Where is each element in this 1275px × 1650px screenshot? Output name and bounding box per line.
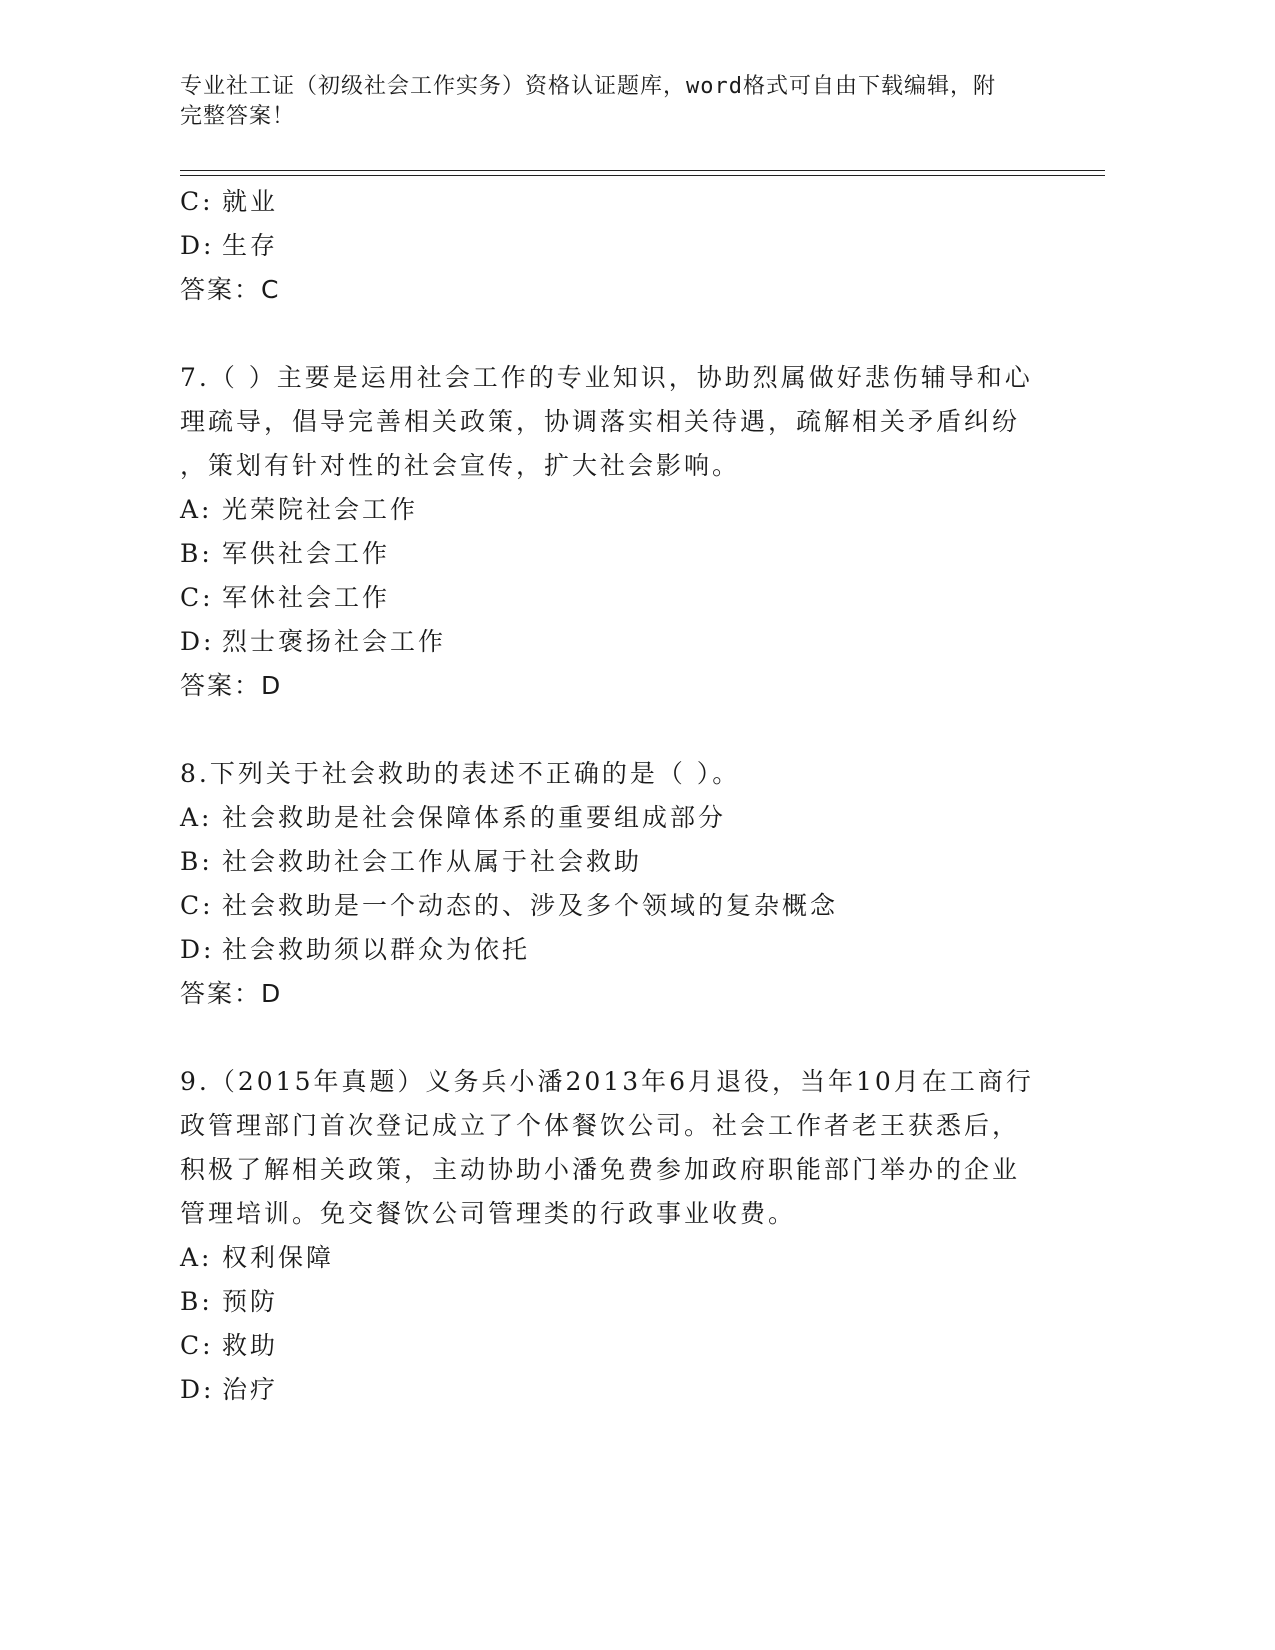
answer-line: 答案：D [180,671,283,700]
option-d [180,1368,1080,1412]
question-9 [180,1060,1080,1412]
question-content [180,180,1080,1412]
question-8 [180,752,1080,1016]
option-a [180,796,1080,840]
header-divider-bottom [180,175,1105,176]
option-key: C: [180,891,214,920]
question-stem-line: 理疏导，倡导完善相关政策，协调落实相关待遇，疏解相关矛盾纠纷 [180,407,1021,436]
option-text: 救助 [222,1331,279,1360]
option-text: 生存 [222,231,279,260]
question-stem-line: 7.（ ）主要是运用社会工作的专业知识，协助烈属做好悲伤辅导和心 [180,363,1033,392]
option-key: D: [180,231,215,260]
question-stem-line: ，策划有针对性的社会宣传，扩大社会影响。 [180,451,741,480]
option-text: 军休社会工作 [222,583,391,612]
option-b [180,532,1080,576]
option-key: B: [180,847,213,876]
option-key: A: [180,803,213,832]
question-stem-line: 积极了解相关政策，主动协助小潘免费参加政府职能部门举办的企业 [180,1155,1021,1184]
header-line-2: 完整答案！ [180,104,296,129]
question-7 [180,356,1080,708]
header-line-1: 专业社工证（初级社会工作实务）资格认证题库，word格式可自由下载编辑，附 [180,74,996,99]
option-text: 军供社会工作 [222,539,391,568]
question-6-tail [180,180,1080,312]
question-stem-line: 管理培训。免交餐饮公司管理类的行政事业收费。 [180,1199,797,1228]
option-key: A: [180,1243,213,1272]
option-key: D: [180,1375,215,1404]
option-text: 权利保障 [222,1243,335,1272]
option-d [180,224,1080,268]
option-text: 社会救助是社会保障体系的重要组成部分 [222,803,727,832]
question-stem-line: 政管理部门首次登记成立了个体餐饮公司。社会工作者老王获悉后， [180,1111,1021,1140]
option-text: 社会救助须以群众为依托 [222,935,531,964]
option-c [180,576,1080,620]
option-key: A: [180,495,213,524]
option-text: 预防 [222,1287,279,1316]
option-text: 烈士褒扬社会工作 [222,627,447,656]
document-header [180,72,1040,132]
option-key: B: [180,539,213,568]
option-c [180,180,1080,224]
option-a [180,1236,1080,1280]
option-key: D: [180,935,215,964]
option-text: 光荣院社会工作 [222,495,419,524]
option-b [180,840,1080,884]
header-divider-top [180,170,1105,171]
option-text: 就业 [222,187,279,216]
question-stem-line: 9.（2015年真题）义务兵小潘2013年6月退役，当年10月在工商行 [180,1067,1034,1096]
option-c [180,1324,1080,1368]
option-text: 社会救助社会工作从属于社会救助 [222,847,643,876]
option-key: C: [180,187,214,216]
option-d [180,928,1080,972]
option-key: C: [180,1331,214,1360]
answer-line: 答案：D [180,979,283,1008]
option-text: 治疗 [222,1375,279,1404]
option-text: 社会救助是一个动态的、涉及多个领域的复杂概念 [222,891,839,920]
option-b [180,1280,1080,1324]
option-c [180,884,1080,928]
option-d [180,620,1080,664]
option-key: D: [180,627,215,656]
question-stem-line: 8.下列关于社会救助的表述不正确的是（ ）。 [180,759,741,788]
answer-line: 答案：C [180,275,281,304]
option-key: C: [180,583,214,612]
option-key: B: [180,1287,213,1316]
option-a [180,488,1080,532]
